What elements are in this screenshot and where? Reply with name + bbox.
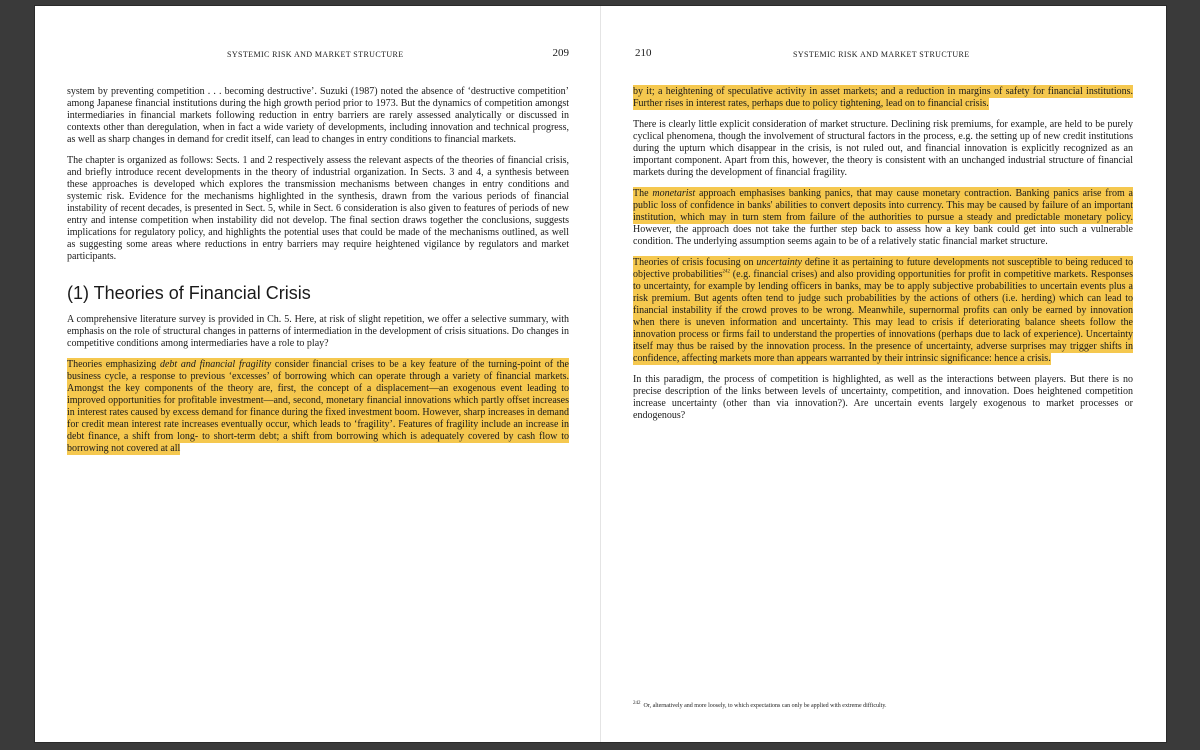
running-head-title: SYSTEMIC RISK AND MARKET STRUCTURE (227, 50, 404, 59)
footnote (633, 702, 1133, 710)
page-number: 209 (552, 47, 569, 59)
paragraph: In this paradigm, the process of competition is highlighted, as well as the interactions between players. But there is no precise description of the links between levels of uncertainty, competition, and innovation. Does heightened competition increase uncertainty (other than via innovation?). Are uncertain events largely exogenous to market processes or endogenous? (633, 374, 1133, 421)
paragraph: system by preventing competition . . . becoming destructive’. Suzuki (1987) noted the absence of ‘destructive competition’ among Japanese financial institutions during the high growth period prior to 1973. But the dynamics of competition amongst intermediaries in financial markets following reduction in entry barriers are rarely assessed analytically or discussed in contexts other than deregulation, when in fact a wide variety of developments, including innovation and technical progress, as well as sharp changes in demand for credit itself, can lead to changes in entry conditions to financial markets. (67, 86, 569, 145)
left-page (67, 6, 569, 742)
highlight: by it; a heightening of speculative activity in asset markets; and a reduction in margins of safety for financial institutions. Further rises in interest rates, perhaps due to policy tightening, lead on to financial crisis. (633, 86, 1133, 109)
running-head (633, 49, 1133, 63)
paragraph: A comprehensive literature survey is provided in Ch. 5. Here, at risk of slight repetition, we offer a selective summary, with emphasis on the role of structural changes in patterns of intermediation in the development of crisis situations. Do changes in competitive conditions among intermediaries have a role to play? (67, 314, 569, 349)
footnote-text: Or, alternatively and more loosely, to which expectations can only be applied with extreme difficulty. (643, 703, 887, 709)
section-heading: (1) Theories of Financial Crisis (67, 283, 311, 303)
footnote-ref[interactable]: 242 (722, 269, 730, 275)
page-number: 210 (635, 47, 652, 59)
highlighted-paragraph: The monetarist approach emphasises banking panics, that may cause monetary contraction. Banking panics arise from a public loss of confidence in banks' abilities to convert deposits into currency. This may be caused by failure of an important institution, which may in turn stem from failure of the authorities to pursue a steady and predictable monetary policy. However, the approach does not take the further step back to assess how a key bank could get into such a vulnerable condition. The underlying assumption seems again to be of a relatively static financial market structure. (633, 188, 1133, 247)
italic-term: monetarist (652, 188, 696, 199)
italic-term: uncertainty (756, 257, 802, 268)
book-spread (35, 6, 1166, 742)
italic-term: debt and financial fragility (159, 359, 272, 370)
highlighted-paragraph (633, 86, 1133, 110)
running-head-title: SYSTEMIC RISK AND MARKET STRUCTURE (793, 50, 970, 59)
page-gutter (600, 6, 601, 742)
highlight: Theories of crisis focusing on uncertainty define it as pertaining to future developments not susceptible to being reduced to objective probabilities$^{242}$ (e.g. financial crises) and also providing opportunities for profit in competitive markets. Responses to uncertainty, for example by lending officers in banks, may be to apply subjective probabilities to uncertain events plus a risk premium. But agents often tend to judge such probabilities by the actions of others (i.e. herding) which can lead to financial instability if the crowd proves to be wrong. Meanwhile, supernormal profits can only be earned by innovation when there is uneven information and uncertainty. This may lead to crisis if deteriorating balance sheets follow the innovation process or firms fail to understand the properties of innovations (perhaps due to lack of experience). Uncertainty itself may thus be raised by the innovation process. In the presence of uncertainty, adverse surprises may trigger shifts in confidence, affecting markets more than appears warranted by their intrinsic significance: hence a crisis. (633, 257, 1133, 364)
footnote-number: 242 (633, 701, 641, 706)
highlight: The monetarist approach emphasises banking panics, that may cause monetary contraction. Banking panics arise from a public loss of confidence in banks' abilities to convert deposits into currency. This may be caused by failure of an important institution, which may in turn stem from failure of the authorities to pursue a steady and predictable monetary policy. (633, 188, 1133, 223)
right-page (633, 6, 1133, 742)
paragraph: The chapter is organized as follows: Sects. 1 and 2 respectively assess the relevant aspects of the theories of financial crisis, and briefly introduce recent developments in the theory of industrial organization. In Sects. 3 and 4, a synthesis between these approaches is developed which explores the transmission mechanisms between changes in entry conditions and systemic risk. Evidence for the mechanisms highlighted in the synthesis, drawn from the various periods of financial instability of recent decades, is presented in Sect. 5, while in Sect. 6 consideration is also given to features of periods of new entry and intense competition when instability did not develop. The final section draws together the conclusions, suggests implications for regulatory policy, and highlights the potential uses that could be made of the mechanisms outlined, as well as suggesting some areas where reductions in entry barriers may require heightened vigilance by regulators and market participants. (67, 155, 569, 262)
body-text (633, 86, 1133, 431)
highlighted-paragraph (633, 257, 1133, 365)
highlighted-paragraph (67, 359, 569, 455)
paragraph: There is clearly little explicit consideration of market structure. Declining risk premiums, for example, are held to be purely cyclical phenomena, though the involvement of structural factors in the process, e.g. the setting up of new credit institutions during the upturn which disappear in the crisis, is not ruled out, and financial innovation is explicitly recognized as an important component. Apart from this, however, the theory is consistent with an unchanged industrial structure of financial markets during the development of financial fragility. (633, 119, 1133, 178)
running-head (67, 49, 569, 63)
highlight: Theories emphasizing debt and financial fragility consider financial crises to be a key feature of the turning-point of the business cycle, a response to previous ‘excesses’ of borrowing which can operate through a variety of financial markets. Amongst the key components of the theory are, first, the concept of a displacement—an exogenous event leading to improved opportunities for profitable investment—and, second, monetary financial innovations which partly offset increases in interest rates caused by excess demand for finance during the fixed investment boom. However, sharp increases in demand for credit mean interest rate increases eventually occur, which leads to ‘fragility’. Features of fragility include an increase in debt finance, a shift from long- to short-term debt; a shift from borrowing which is adequately covered by cash flow to borrowing not covered at all (67, 359, 569, 454)
body-text (67, 86, 569, 464)
